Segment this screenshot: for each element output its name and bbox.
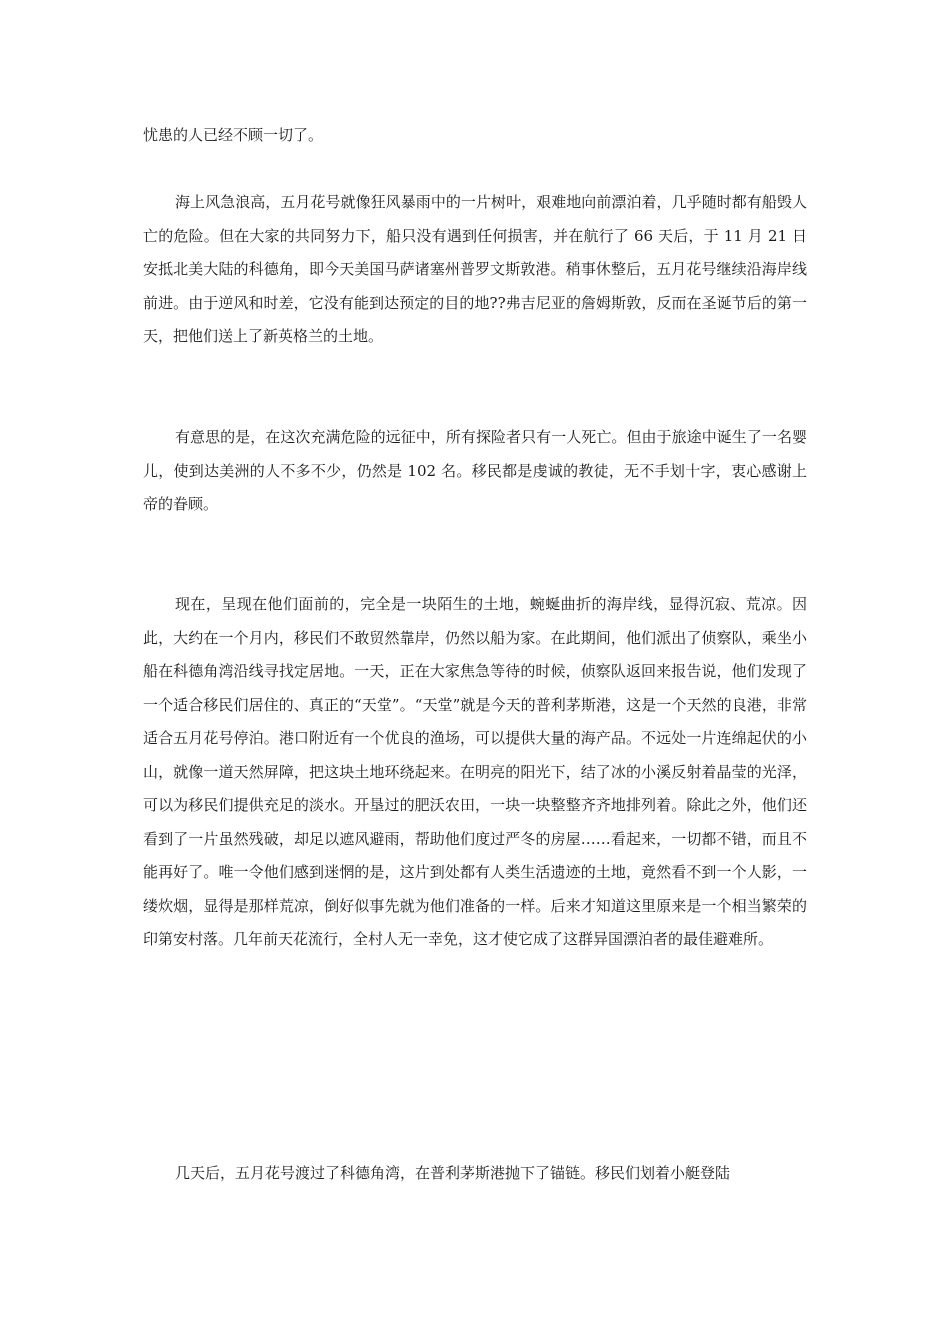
paragraph-continuation: 忧患的人已经不顾一切了。 [143,126,324,144]
paragraph-landing: 几天后，五月花号渡过了科德角湾，在普利茅斯港抛下了锚链。移民们划着小艇登陆 [175,1164,731,1182]
paragraph-arrival-count: 有意思的是，在这次充满危险的远征中，所有探险者只有一人死亡。但由于旅途中诞生了一名婴儿，使到达美洲的人不多不少，仍然是 102 名。移民都是虔诚的教徒，无不手划十字，衷心感谢上帝的眷顾。 [143,428,807,513]
paragraph-plymouth-harbor: 现在，呈现在他们面前的，完全是一块陌生的土地，蜿蜒曲折的海岸线，显得沉寂、荒凉。因此，大约在一个月内，移民们不敢贸然靠岸，仍然以船为家。在此期间，他们派出了侦察队，乘坐小船在科德角湾沿线寻找定居地。一天，正在大家焦急等待的时候，侦察队返回来报告说，他们发现了一个适合移民们居住的、真正的“天堂”。“天堂”就是今天的普利茅斯港，这是一个天然的良港，非常适合五月花号停泊。港口附近有一个优良的渔场，可以提供大量的海产品。不远处一片连绵起伏的小山，就像一道天然屏障，把这块土地环绕起来。在明亮的阳光下，结了冰的小溪反射着晶莹的光泽，可以为移民们提供充足的淡水。开垦过的肥沃农田，一块一块整整齐齐地排列着。除此之外，他们还看到了一片虽然残破，却足以遮风避雨，帮助他们度过严冬的房屋……看起来，一切都不错，而且不能再好了。唯一令他们感到迷惘的是，这片到处都有人类生活遗迹的土地，竟然看不到一个人影，一缕炊烟，显得是那样荒凉，倒好似事先就为他们准备的一样。后来才知道这里原来是一个相当繁荣的印第安村落。几年前天花流行，全村人无一幸免，这才使它成了这群异国漂泊者的最佳避难所。 [143,595,807,948]
paragraph-voyage: 海上风急浪高，五月花号就像狂风暴雨中的一片树叶，艰难地向前漂泊着，几乎随时都有船毁人亡的危险。但在大家的共同努力下，船只没有遇到任何损害，并在航行了 66 天后，于 11 月 21 日安抵北美大陆的科德角，即今天美国马萨诸塞州普罗文斯敦港。稍事休整后，五月花号继续沿海岸线前进。由于逆风和时差，它没有能到达预定的目的地??弗吉尼亚的詹姆斯敦，反而在圣诞节后的第一天，把他们送上了新英格兰的土地。 [143,193,807,345]
